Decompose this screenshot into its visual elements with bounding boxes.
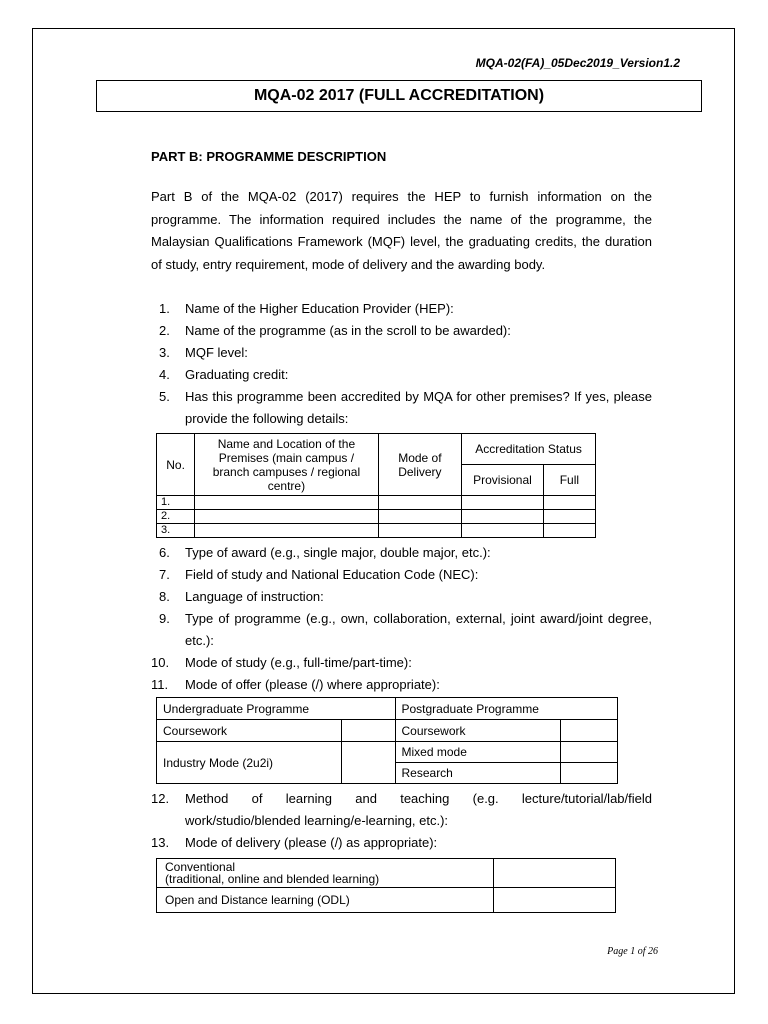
ug-industry-checkbox[interactable] xyxy=(342,742,395,784)
pg-research-checkbox[interactable] xyxy=(560,763,617,784)
mode-of-offer-table xyxy=(156,697,618,784)
item-number: 4. xyxy=(159,367,170,382)
conventional-title: Conventional xyxy=(165,860,236,874)
provisional-cell[interactable] xyxy=(462,510,544,524)
ug-industry-label: Industry Mode (2u2i) xyxy=(157,742,342,784)
full-cell[interactable] xyxy=(543,510,595,524)
list-item xyxy=(151,320,652,342)
table-row xyxy=(157,510,596,524)
premises-header-name: Name and Location of the Premises (main campus / branch campuses / regional centre) xyxy=(195,434,378,496)
pg-research-label: Research xyxy=(395,763,560,784)
list-item xyxy=(151,674,652,696)
item-text: Name of the Higher Education Provider (HEP): xyxy=(185,301,454,316)
list-item xyxy=(151,364,652,386)
item-number: 11. xyxy=(151,677,169,692)
page-title: MQA-02 2017 (FULL ACCREDITATION) xyxy=(96,80,702,112)
item-number: 5. xyxy=(159,389,170,404)
pg-mixed-checkbox[interactable] xyxy=(560,742,617,763)
undergraduate-header: Undergraduate Programme xyxy=(157,698,396,720)
item-number: 9. xyxy=(159,611,170,626)
premises-header-full: Full xyxy=(543,465,595,496)
provisional-cell[interactable] xyxy=(462,496,544,510)
row-number: 2. xyxy=(157,510,195,524)
premises-cell[interactable] xyxy=(195,524,378,538)
mode-of-delivery-table xyxy=(156,858,616,913)
list-item xyxy=(151,298,652,320)
odl-checkbox[interactable] xyxy=(494,888,616,913)
item-number: 8. xyxy=(159,589,170,604)
list-item xyxy=(151,386,652,430)
item-number: 2. xyxy=(159,323,170,338)
item-text: Method of learning and teaching (e.g. lecture/tutorial/lab/field work/studio/blended learning/e-learning, etc.): xyxy=(185,791,652,828)
pg-coursework-label: Coursework xyxy=(395,720,560,742)
postgraduate-header: Postgraduate Programme xyxy=(395,698,618,720)
item-text: Language of instruction: xyxy=(185,589,324,604)
row-number: 3. xyxy=(157,524,195,538)
list-item xyxy=(151,342,652,364)
list-item xyxy=(151,788,652,832)
mode-cell[interactable] xyxy=(378,496,461,510)
item-text: MQF level: xyxy=(185,345,248,360)
pg-coursework-checkbox[interactable] xyxy=(560,720,617,742)
premises-table xyxy=(156,433,596,538)
item-number: 6. xyxy=(159,545,170,560)
mode-cell[interactable] xyxy=(378,524,461,538)
item-number: 10. xyxy=(151,655,170,670)
item-text: Type of award (e.g., single major, double major, etc.): xyxy=(185,545,491,560)
item-text: Type of programme (e.g., own, collaboration, external, joint award/joint degree, etc.): xyxy=(185,611,652,648)
pg-mixed-label: Mixed mode xyxy=(395,742,560,763)
item-number: 13. xyxy=(151,835,170,850)
list-item xyxy=(151,542,652,564)
provisional-cell[interactable] xyxy=(462,524,544,538)
item-number: 7. xyxy=(159,567,170,582)
premises-cell[interactable] xyxy=(195,496,378,510)
section-heading: PART B: PROGRAMME DESCRIPTION xyxy=(151,149,387,164)
list-item xyxy=(151,586,652,608)
item-text: Mode of offer (please (/) where appropriate): xyxy=(185,677,440,692)
premises-header-status: Accreditation Status xyxy=(462,434,596,465)
list-item xyxy=(151,564,652,586)
item-text: Has this programme been accredited by MQA for other premises? If yes, please provide the following details: xyxy=(185,389,652,426)
premises-header-mode: Mode of Delivery xyxy=(378,434,461,496)
row-number: 1. xyxy=(157,496,195,510)
intro-paragraph: Part B of the MQA-02 (2017) requires the HEP to furnish information on the programme. The information required includes the name of the programme, the Malaysian Qualifications Framework (MQF) level, the graduating credits, the duration of study, entry requirement, mode of delivery and the awarding body. xyxy=(151,189,652,272)
list-item xyxy=(151,832,652,854)
document-code: MQA-02(FA)_05Dec2019_Version1.2 xyxy=(475,56,680,70)
conventional-note: (traditional, online and blended learning) xyxy=(165,872,380,886)
table-row xyxy=(157,496,596,510)
mode-cell[interactable] xyxy=(378,510,461,524)
premises-header-no: No. xyxy=(157,434,195,496)
item-text: Mode of delivery (please (/) as appropriate): xyxy=(185,835,438,850)
list-item xyxy=(151,652,652,674)
page-number: Page 1 of 26 xyxy=(607,946,658,957)
premises-cell[interactable] xyxy=(195,510,378,524)
odl-label: Open and Distance learning (ODL) xyxy=(157,888,494,913)
list-item xyxy=(151,608,652,652)
item-number: 3. xyxy=(159,345,170,360)
premises-header-provisional: Provisional xyxy=(462,465,544,496)
item-number: 12. xyxy=(151,791,170,806)
item-text: Graduating credit: xyxy=(185,367,289,382)
full-cell[interactable] xyxy=(543,524,595,538)
table-row xyxy=(157,524,596,538)
item-number: 1. xyxy=(159,301,170,316)
conventional-label xyxy=(157,859,494,888)
conventional-checkbox[interactable] xyxy=(494,859,616,888)
item-text: Mode of study (e.g., full-time/part-time): xyxy=(185,655,412,670)
full-cell[interactable] xyxy=(543,496,595,510)
ug-coursework-checkbox[interactable] xyxy=(342,720,395,742)
item-text: Field of study and National Education Code (NEC): xyxy=(185,567,479,582)
item-list xyxy=(151,298,652,917)
ug-coursework-label: Coursework xyxy=(157,720,342,742)
item-text: Name of the programme (as in the scroll to be awarded): xyxy=(185,323,511,338)
